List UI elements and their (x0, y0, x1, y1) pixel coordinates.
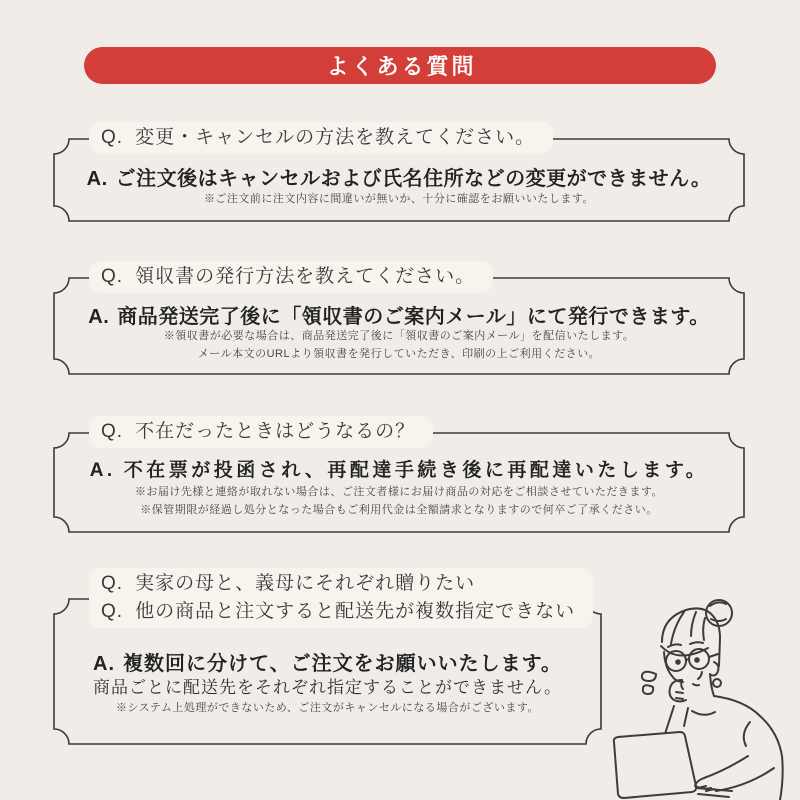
sweat-drops-icon (642, 672, 656, 694)
answer-prefix: A. (86, 168, 108, 190)
answer-subtext: 商品ごとに配送先をそれぞれ指定することができません。 (92, 678, 563, 697)
answer-text: 不在票が投函され、再配達手続き後に再配達いたします。 (123, 460, 709, 481)
faq-section-receipt (53, 259, 745, 375)
question-line (101, 570, 575, 598)
question-text: 実家の母と、義母にそれぞれ贈りたい (135, 573, 476, 594)
question-row (89, 122, 553, 154)
question-text: 他の商品と注文すると配送先が複数指定できない (135, 601, 576, 622)
note-line: ※保管期限が経過し処分となった場合もご利用代金は全額請求となりますので何卒ご了承ください。 (140, 504, 658, 516)
question-line (101, 263, 475, 291)
question-line (101, 598, 575, 626)
note-line: ※領収書が必要な場合は、商品発送完了後に「領収書のご案内メール」を配信いたします。 (163, 330, 635, 342)
note-line: ※お届け先様と連絡が取れない場合は、ご注文者様にお届け商品の対応をご相談させていただきます。 (134, 486, 664, 498)
note-line: ※システム上処理ができないため、ご注文がキャンセルになる場合がございます。 (115, 702, 540, 714)
earring-icon (713, 679, 721, 687)
answer-row (53, 300, 745, 329)
question-line (101, 418, 415, 446)
faq-section-multiple-addresses (53, 565, 602, 745)
answer-notes (53, 483, 745, 519)
answer-row (53, 162, 745, 191)
question-row (89, 416, 433, 448)
answer-row (53, 647, 602, 676)
answer-text: ご注文後はキャンセルおよび氏名住所などの変更ができません。 (115, 168, 712, 190)
hand-on-chin (664, 680, 688, 737)
question-prefix: Q. (101, 127, 124, 148)
faq-section-absence (53, 414, 745, 533)
answer-prefix: A. (89, 460, 116, 481)
answer-notes (53, 190, 745, 208)
faq-title-banner (84, 47, 716, 84)
thinking-woman-svg (598, 560, 798, 800)
question-prefix: Q. (101, 266, 124, 287)
question-prefix: Q. (101, 601, 124, 622)
answer-prefix: A. (88, 306, 110, 328)
woman-body (692, 674, 783, 800)
question-prefix: Q. (101, 573, 124, 594)
question-text: 変更・キャンセルの方法を教えてください。 (135, 127, 536, 148)
answer-text: 複数回に分けて、ご注文をお願いいたします。 (123, 653, 562, 675)
question-row (89, 261, 493, 293)
question-row (89, 568, 593, 628)
note-line: ※ご注文前に注文内容に間違いが無いか、十分に確認をお願いいたします。 (203, 193, 595, 205)
answer-notes (53, 327, 745, 363)
question-text: 領収書の発行方法を教えてください。 (135, 266, 476, 287)
question-line (101, 124, 535, 152)
answer-notes (53, 699, 602, 717)
typing-arm (695, 756, 774, 791)
answer-row (53, 455, 745, 482)
note-line: メール本文のURLより領収書を発行していただき、印刷の上ご利用ください。 (197, 348, 601, 360)
question-prefix: Q. (101, 421, 124, 442)
answer-text: 商品発送完了後に「領収書のご案内メール」にて発行できます。 (117, 306, 710, 328)
thinking-woman-illustration (598, 560, 798, 800)
answer-prefix: A. (93, 653, 115, 675)
faq-section-cancel (53, 120, 745, 222)
glasses-icon (666, 649, 718, 671)
page-title: よくある質問 (326, 54, 477, 79)
question-text: 不在だったときはどうなるの？ (135, 421, 416, 442)
